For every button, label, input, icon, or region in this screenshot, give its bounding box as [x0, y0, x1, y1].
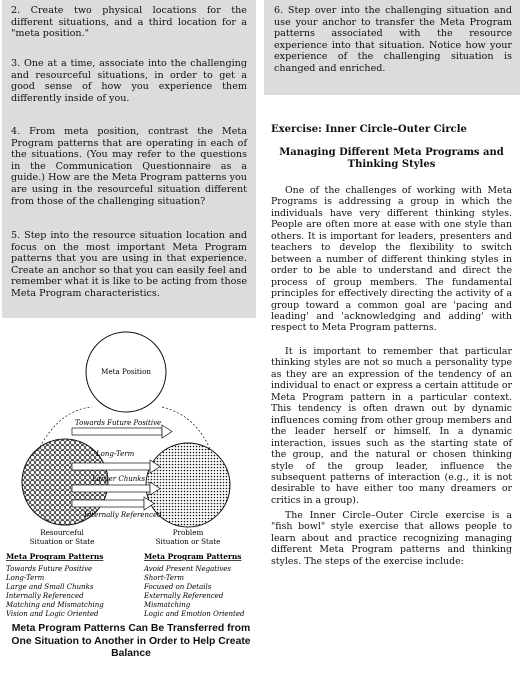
left-list-item-2: Long-Term [6, 574, 45, 582]
step-3: 3. One at a time, associate into the challenging and resourceful situations, in order to get a good sense of how you experience them differently inside of you. [11, 58, 247, 104]
resourceful-label-2: Situation or State [29, 537, 95, 546]
right-list-item-2: Short-Term [144, 574, 185, 582]
figure-caption: Meta Program Patterns Can Be Transferred from One Situation to Another in Order to Help Create Balance [11, 623, 251, 659]
section-title: Managing Different Meta Programs and Thinking Styles [279, 147, 504, 170]
resourceful-label-1: Resourceful [40, 528, 84, 537]
paragraph-1: One of the challenges of working with Meta Programs is addressing a group in which the individuals have very different thinking styles. People are often more at ease with one style than others. It is important for leaders, presenters and teachers to develop the flexibility to switch between a number of different thinking styles in order to be able to understand and direct the process of group members. The fundamental principles for effectively directing the activity of a group toward a common goal are 'pacing and leading' and 'acknowledging and adding' with respect to Meta Program patterns. [271, 185, 512, 334]
left-list-header: Meta Program Patterns [6, 552, 104, 561]
paragraph-2: It is important to remember that particular thinking styles are not so much a personality type as they are an expression of the tendency of an individual to enact or express a certain attitude or Meta Program pattern in a particular context. This tendency is often drawn out by dynamic influences coming from other group members and the leader herself or himself. In a dynamic interaction, issues such as the starting state of the group, and the natural or chosen thinking style of the group leader, influence the subsequent patterns of interaction (e.g., it is not desirable to have either too many dreamers or critics in a group). [271, 346, 512, 506]
arrow-label-2: Long-Term [96, 450, 135, 458]
arrow-label-3: Larger Chunks [92, 475, 146, 483]
step-2: 2. Create two physical locations for the different situations, and a third location for a "meta position." [11, 5, 247, 40]
step-4: 4. From meta position, contrast the Meta Program patterns that are operating in each of the situations. (You may refer to the questions in the Communication Questionnaire as a guide.) How are the Meta Program patterns you are using in the resourceful situation different from those of the challenging situation? [11, 126, 247, 207]
right-list-header: Meta Program Patterns [144, 552, 242, 561]
arrow-label-4: Internally Referenced [84, 511, 162, 519]
left-list-item-3: Large and Small Chunks [6, 583, 94, 591]
step-6: 6. Step over into the challenging situation and use your anchor to transfer the Meta Program patterns associated with the resource experience into that situation. Notice how your experience of the challenging situation is changed and enriched. [274, 5, 512, 74]
left-list-item-4: Internally Referenced [6, 592, 84, 600]
left-list-item-5: Matching and Mismatching [6, 601, 104, 609]
right-list-item-5: Mismatching [144, 601, 191, 609]
meta-program-diagram [0, 325, 262, 620]
problem-label-1: Problem [172, 528, 204, 537]
exercise-title: Exercise: Inner Circle–Outer Circle [271, 124, 467, 135]
paragraph-3: The Inner Circle–Outer Circle exercise is a "fish bowl" style exercise that allows people to learn about and practice recognizing managing different Meta Program patterns and thinking styles. The steps of the exercise include: [271, 510, 512, 567]
left-list-item-6: Vision and Logic Oriented [6, 610, 99, 618]
arrow-label-1: Towards Future Positive [75, 419, 162, 427]
right-list-item-1: Avoid Present Negatives [144, 565, 232, 573]
right-list-item-3: Focused on Details [144, 583, 212, 591]
right-list-item-4: Externally Referenced [144, 592, 224, 600]
step-5: 5. Step into the resource situation location and focus on the most important Meta Program patterns that you are using in that experience. Create an anchor so that you can easily feel and remember what it is like to be acting from those Meta Program characteristics. [11, 230, 247, 299]
meta-position-label: Meta Position [100, 367, 152, 376]
problem-label-2: Situation or State [155, 537, 221, 546]
right-list-item-6: Logic and Emotion Oriented [144, 610, 245, 618]
left-list-item-1: Towards Future Positive [6, 565, 93, 573]
